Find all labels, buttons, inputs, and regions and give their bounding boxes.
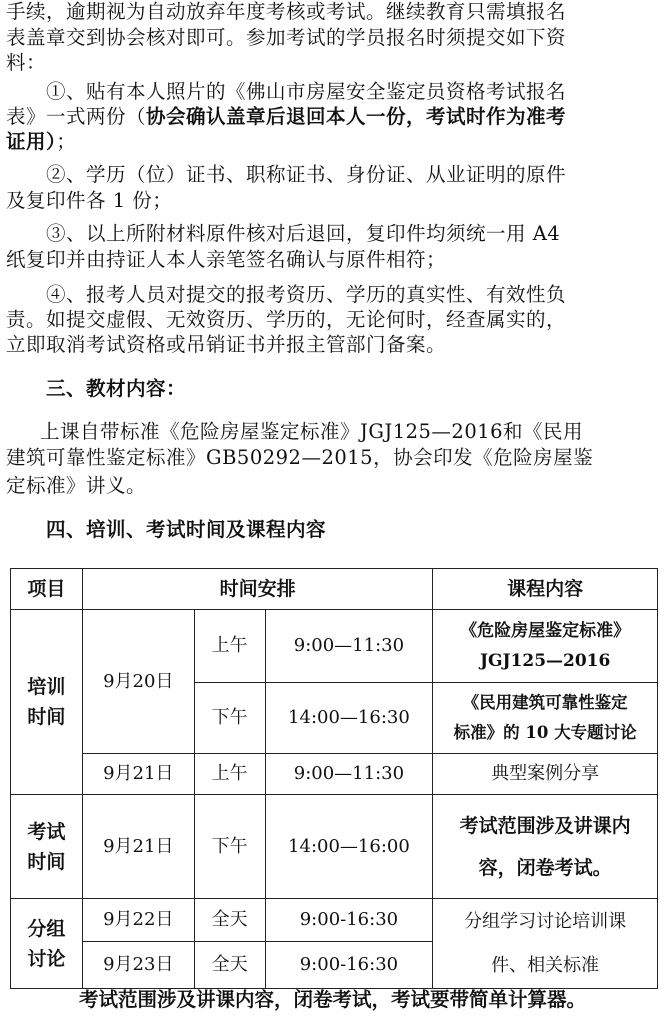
group-time-2: 9:00-16:30 xyxy=(265,942,433,989)
course-1 xyxy=(433,610,658,683)
item-2-line: ②、学历（位）证书、职称证书、身份证、从业证明的原件 xyxy=(46,163,567,186)
item-1-emphasis: 证用） xyxy=(6,130,57,153)
group-time-1: 9:00-16:30 xyxy=(265,899,433,942)
item-1-text: ； xyxy=(56,130,77,153)
training-time-am: 9:00—11:30 xyxy=(265,610,433,683)
item-3-line: 纸复印并由持证人本人亲笔签名确认与原件相符； xyxy=(6,248,447,271)
header-content: 课程内容 xyxy=(433,569,658,610)
item-3-line: ③、以上所附材料原件核对后退回，复印件均须统一用 A4 xyxy=(46,222,561,245)
exam-date: 9月21日 xyxy=(82,795,194,899)
training-time-pm: 14:00—16:30 xyxy=(265,683,433,754)
section-heading-3: 三、教材内容： xyxy=(46,377,187,400)
table-header-row xyxy=(11,569,658,610)
item-1-text: 表》一式两份（ xyxy=(6,105,147,128)
table-row xyxy=(11,754,658,795)
course-2-line: 标准》的 10 大专题讨论 xyxy=(453,723,637,742)
course-1-line: 《危险房屋鉴定标准》 xyxy=(460,621,631,641)
training-pm: 下午 xyxy=(194,683,265,754)
exam-content xyxy=(433,795,658,899)
group-day-1: 全天 xyxy=(194,899,265,942)
section-heading-4: 四、培训、考试时间及课程内容 xyxy=(46,518,327,541)
item-4-line: 立即取消考试资格或吊销证书并报主管部门备案。 xyxy=(6,333,447,356)
training-time-am-2: 9:00—11:30 xyxy=(265,754,433,795)
training-date-1: 9月20日 xyxy=(82,610,194,754)
item-1-line xyxy=(6,105,566,129)
training-am-2: 上午 xyxy=(194,754,265,795)
group-label-line: 分组 xyxy=(27,917,66,940)
training-am: 上午 xyxy=(194,610,265,683)
item-1-line: ①、贴有本人照片的《佛山市房屋安全鉴定员资格考试报名 xyxy=(46,80,567,103)
table-row xyxy=(11,899,658,942)
header-item: 项目 xyxy=(11,569,83,610)
table-row xyxy=(11,795,658,899)
group-day-2: 全天 xyxy=(194,942,265,989)
item-2-line: 及复印件各 1 份； xyxy=(6,189,173,212)
group-content-line: 分组学习讨论培训课 xyxy=(464,910,627,932)
group-date-2: 9月23日 xyxy=(82,942,194,989)
schedule-table xyxy=(10,568,658,989)
paragraph-line: 表盖章交到协会核对即可。参加考试的学员报名时须提交如下资 xyxy=(6,26,567,49)
course-2 xyxy=(433,683,658,754)
training-date-2: 9月21日 xyxy=(82,754,194,795)
table-row xyxy=(11,610,658,683)
exam-time: 14:00—16:00 xyxy=(265,795,433,899)
item-1-emphasis: 协会确认盖章后退回本人一份，考试时作为准考 xyxy=(146,105,567,128)
materials-line: 建筑可靠性鉴定标准》GB50292—2015，协会印发《危险房屋鉴 xyxy=(6,446,594,469)
training-label-line: 时间 xyxy=(27,706,66,728)
group-date-1: 9月22日 xyxy=(82,899,194,942)
training-label-line: 培训 xyxy=(27,676,66,698)
course-2-line: 《民用建筑可靠性鉴定 xyxy=(462,693,628,712)
paragraph-line: 手续，逾期视为自动放弃年度考核或考试。继续教育只需填报名 xyxy=(6,0,567,23)
exam-label-line: 时间 xyxy=(27,850,66,873)
group-label-line: 讨论 xyxy=(27,947,66,970)
exam-pm: 下午 xyxy=(194,795,265,899)
exam-label xyxy=(11,795,83,899)
training-label xyxy=(11,610,83,795)
exam-content-line: 考试范围涉及讲课内 xyxy=(459,814,631,837)
group-content xyxy=(433,899,658,989)
materials-line: 上课自带标准《危险房屋鉴定标准》JGJ125—2016和《民用 xyxy=(40,420,584,443)
course-3: 典型案例分享 xyxy=(433,754,658,795)
course-1-line: JGJ125—2016 xyxy=(479,651,611,671)
item-4-line: 责。如提交虚假、无效资历、学历的，无论何时，经查属实的， xyxy=(6,308,567,331)
group-content-line: 件、相关标准 xyxy=(491,954,600,976)
group-label xyxy=(11,899,83,989)
item-1-line xyxy=(6,130,76,154)
materials-line: 定标准》讲义。 xyxy=(6,474,147,497)
exam-label-line: 考试 xyxy=(27,820,66,843)
header-time: 时间安排 xyxy=(82,569,432,610)
paragraph-line: 料： xyxy=(6,51,47,74)
item-4-line: ④、报考人员对提交的报考资历、学历的真实性、有效性负 xyxy=(46,283,567,306)
exam-content-line: 容，闭卷考试。 xyxy=(478,856,612,879)
exam-note: 考试范围涉及讲课内容，闭卷考试，考试要带简单计算器。 xyxy=(78,988,586,1011)
